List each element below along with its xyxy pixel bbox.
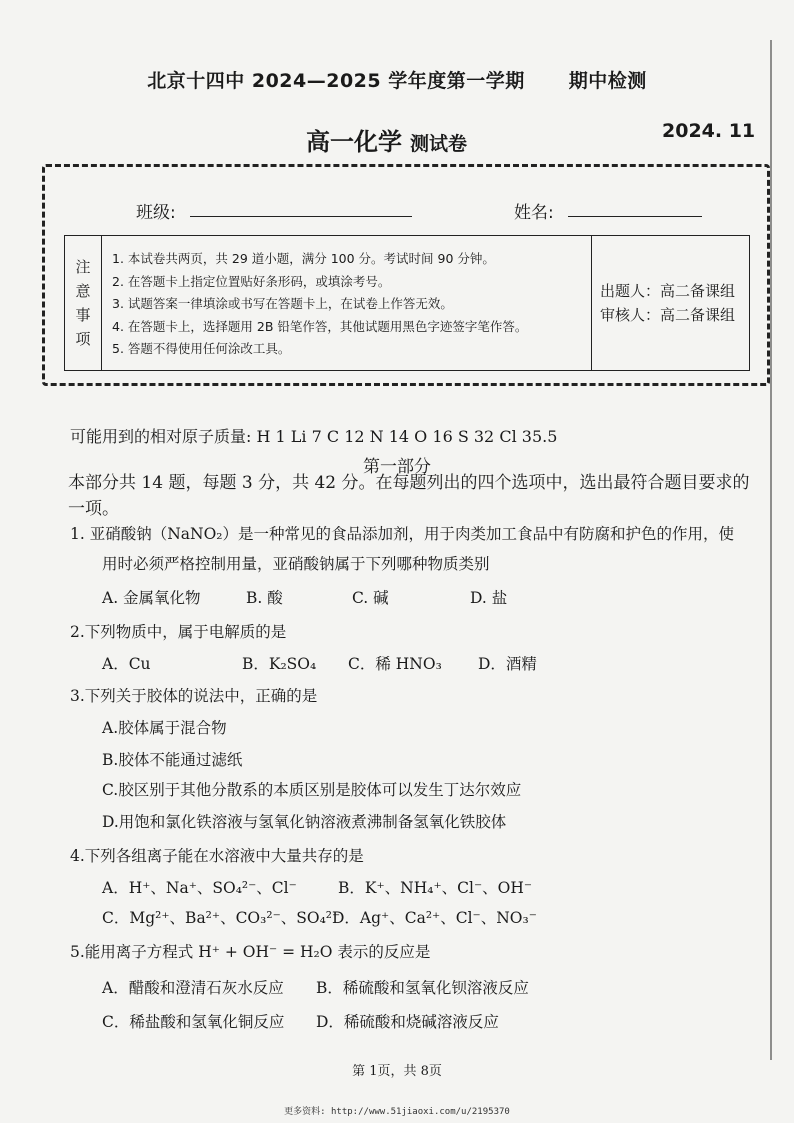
notice-heading-char: 意	[75, 282, 91, 300]
option-d[interactable]: D.用饱和氯化铁溶液与氢氧化钠溶液煮沸制备氢氧化铁胶体	[102, 813, 507, 831]
question-stem: 1. 亚硝酸钠（NaNO₂）是一种常见的食品添加剂，用于肉类加工食品中有防腐和护色的作用，使	[70, 525, 735, 543]
class-field[interactable]	[190, 216, 412, 217]
option-d[interactable]: D．酒精	[478, 655, 537, 673]
page-edge-shadow	[770, 40, 772, 1060]
exam-title-school: 北京十四中 2024—2025 学年度第一学期	[147, 70, 525, 92]
atomic-masses: 可能用到的相对原子质量: H 1 Li 7 C 12 N 14 O 16 S 32 Cl 35.5	[70, 427, 558, 446]
option-c[interactable]: C. 碱	[352, 589, 389, 607]
notice-item: 1. 本试卷共两页，共 29 道小题，满分 100 分。考试时间 90 分钟。	[112, 251, 495, 266]
section-intro: 本部分共 14 题，每题 3 分，共 42 分。在每题列出的四个选项中，选出最符合题目要求的一项。	[68, 473, 750, 519]
option-a[interactable]: A. 金属氧化物	[102, 589, 201, 607]
option-b[interactable]: B. 酸	[246, 589, 283, 607]
subject-name: 高一化学	[306, 128, 402, 156]
notice-item: 3. 试题答案一律填涂或书写在答题卡上，在试卷上作答无效。	[112, 296, 453, 311]
name-label: 姓名:	[514, 203, 554, 223]
notice-heading-char: 注	[75, 258, 91, 276]
question-stem: 5.能用离子方程式 H⁺ + OH⁻ = H₂O 表示的反应是	[70, 943, 431, 961]
notice-heading	[65, 236, 102, 370]
option-a[interactable]: A．醋酸和澄清石灰水反应	[102, 979, 284, 997]
option-b[interactable]: B．K₂SO₄	[242, 655, 317, 673]
option-b[interactable]: B．稀硫酸和氢氧化钡溶液反应	[316, 979, 529, 997]
exam-title-type: 期中检测	[568, 70, 647, 92]
paper-label: 测试卷	[410, 133, 468, 155]
question-stem: 2.下列物质中，属于电解质的是	[70, 623, 287, 641]
option-c[interactable]: C．稀 HNO₃	[348, 655, 442, 673]
option-b[interactable]: B.胶体不能通过滤纸	[102, 751, 243, 769]
exam-title	[0, 66, 794, 93]
class-label: 班级:	[136, 203, 176, 223]
watermark-link[interactable]: 更多资料: http://www.51jiaoxi.com/u/2195370	[284, 1107, 510, 1117]
option-c[interactable]: C．稀盐酸和氢氧化铜反应	[102, 1013, 285, 1031]
notice-list	[102, 236, 592, 370]
option-c[interactable]: C．Mg²⁺、Ba²⁺、CO₃²⁻、SO₄²⁻	[102, 909, 341, 927]
notice-item: 2. 在答题卡上指定位置贴好条形码，或填涂考号。	[112, 273, 391, 289]
option-d[interactable]: D．Ag⁺、Ca²⁺、Cl⁻、NO₃⁻	[332, 909, 537, 927]
page-footer: 第 1页，共 8页	[352, 1064, 442, 1079]
option-a[interactable]: A．Cu	[102, 655, 151, 673]
option-d[interactable]: D．稀硫酸和烧碱溶液反应	[316, 1013, 499, 1031]
notice-item: 4. 在答题卡上，选择题用 2B 铅笔作答，其他试题用黑色字迹签字笔作答。	[112, 318, 528, 334]
subject-title	[306, 122, 467, 157]
option-d[interactable]: D. 盐	[470, 589, 508, 607]
notice-item: 5. 答题不得使用任何涂改工具。	[112, 341, 291, 356]
notice-heading-char: 项	[75, 330, 91, 348]
notice-heading-char: 事	[75, 306, 91, 324]
name-field[interactable]	[568, 216, 702, 217]
question-stem: 4.下列各组离子能在水溶液中大量共存的是	[70, 847, 364, 865]
option-a[interactable]: A.胶体属于混合物	[102, 719, 227, 737]
option-b[interactable]: B．K⁺、NH₄⁺、Cl⁻、OH⁻	[338, 879, 533, 897]
option-a[interactable]: A．H⁺、Na⁺、SO₄²⁻、Cl⁻	[102, 879, 297, 897]
question-stem: 用时必须严格控制用量，亚硝酸钠属于下列哪种物质类别	[102, 555, 490, 573]
section-title: 第一部分	[363, 457, 431, 477]
notice-table	[64, 235, 750, 371]
exam-date: 2024. 11	[662, 120, 756, 142]
reviewer-label: 审核人：高二备课组	[600, 306, 736, 324]
option-c[interactable]: C.胶区别于其他分散系的本质区别是胶体可以发生丁达尔效应	[102, 781, 522, 799]
setter-label: 出题人：高二备课组	[600, 282, 736, 300]
notice-authors	[592, 236, 749, 370]
question-stem: 3.下列关于胶体的说法中，正确的是	[70, 687, 318, 705]
